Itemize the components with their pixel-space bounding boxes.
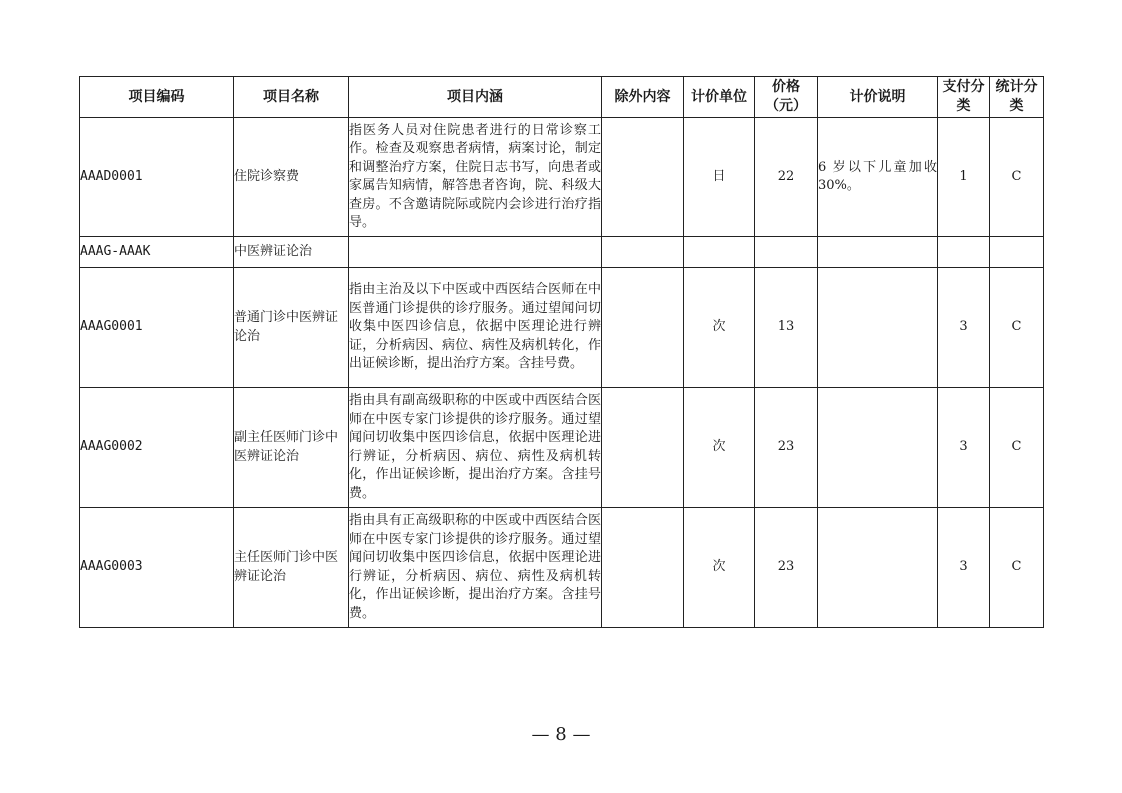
cell-stat-class: C xyxy=(990,508,1044,628)
cell-price xyxy=(755,237,818,268)
table-row xyxy=(80,388,1044,508)
cell-content: 指由具有正高级职称的中医或中西医结合医师在中医专家门诊提供的诊疗服务。通过望闻问切收集中医四诊信息，依据中医理论进行辨证，分析病因、病位、病性及病机转化，作出证候诊断，提出治疗方案。含挂号费。 xyxy=(349,508,602,628)
cell-code: AAAG0003 xyxy=(80,508,234,628)
cell-price: 23 xyxy=(755,388,818,508)
cell-name: 普通门诊中医辨证论治 xyxy=(234,268,349,388)
cell-stat-class: C xyxy=(990,388,1044,508)
cell-unit xyxy=(684,237,755,268)
header-note: 计价说明 xyxy=(818,77,938,118)
cell-note xyxy=(818,508,938,628)
cell-code: AAAD0001 xyxy=(80,118,234,237)
cell-unit: 日 xyxy=(684,118,755,237)
header-name: 项目名称 xyxy=(234,77,349,118)
header-exclusion: 除外内容 xyxy=(602,77,684,118)
cell-code: AAAG-AAAK xyxy=(80,237,234,268)
cell-price: 23 xyxy=(755,508,818,628)
page-number: — 8 — xyxy=(531,724,591,745)
cell-content: 指由具有副高级职称的中医或中西医结合医师在中医专家门诊提供的诊疗服务。通过望闻问切收集中医四诊信息，依据中医理论进行辨证，分析病因、病位、病性及病机转化，作出证候诊断，提出治疗方案。含挂号费。 xyxy=(349,388,602,508)
cell-pay-class xyxy=(938,237,990,268)
cell-price: 22 xyxy=(755,118,818,237)
cell-stat-class: C xyxy=(990,268,1044,388)
cell-content xyxy=(349,237,602,268)
header-price: 价格（元） xyxy=(755,77,818,118)
cell-unit: 次 xyxy=(684,508,755,628)
cell-code: AAAG0001 xyxy=(80,268,234,388)
cell-pay-class: 3 xyxy=(938,268,990,388)
table-row xyxy=(80,118,1044,237)
cell-code: AAAG0002 xyxy=(80,388,234,508)
table-row xyxy=(80,508,1044,628)
cell-pay-class: 3 xyxy=(938,388,990,508)
header-pay-class: 支付分类 xyxy=(938,77,990,118)
header-stat-class: 统计分类 xyxy=(990,77,1044,118)
table-header-row xyxy=(80,77,1044,118)
header-unit: 计价单位 xyxy=(684,77,755,118)
cell-note xyxy=(818,237,938,268)
header-content: 项目内涵 xyxy=(349,77,602,118)
table-row xyxy=(80,237,1044,268)
header-code: 项目编码 xyxy=(80,77,234,118)
cell-exclusion xyxy=(602,237,684,268)
cell-note: 6 岁以下儿童加收 30%。 xyxy=(818,118,938,237)
cell-stat-class xyxy=(990,237,1044,268)
cell-exclusion xyxy=(602,118,684,237)
cell-name: 副主任医师门诊中医辨证论治 xyxy=(234,388,349,508)
cell-note xyxy=(818,268,938,388)
cell-pay-class: 1 xyxy=(938,118,990,237)
cell-content: 指医务人员对住院患者进行的日常诊察工作。检查及观察患者病情，病案讨论，制定和调整治疗方案，住院日志书写，向患者或家属告知病情，解答患者咨询，院、科级大查房。不含邀请院际或院内会诊进行治疗指导。 xyxy=(349,118,602,237)
cell-content: 指由主治及以下中医或中西医结合医师在中医普通门诊提供的诊疗服务。通过望闻问切收集中医四诊信息，依据中医理论进行辨证，分析病因、病位、病性及病机转化，作出证候诊断，提出治疗方案。含挂号费。 xyxy=(349,268,602,388)
cell-name: 主任医师门诊中医辨证论治 xyxy=(234,508,349,628)
cell-note xyxy=(818,388,938,508)
cell-pay-class: 3 xyxy=(938,508,990,628)
table-row xyxy=(80,268,1044,388)
price-table xyxy=(79,76,1044,628)
cell-name: 中医辨证论治 xyxy=(234,237,349,268)
cell-exclusion xyxy=(602,268,684,388)
cell-stat-class: C xyxy=(990,118,1044,237)
cell-exclusion xyxy=(602,388,684,508)
cell-name: 住院诊察费 xyxy=(234,118,349,237)
cell-unit: 次 xyxy=(684,268,755,388)
cell-exclusion xyxy=(602,508,684,628)
cell-unit: 次 xyxy=(684,388,755,508)
cell-price: 13 xyxy=(755,268,818,388)
